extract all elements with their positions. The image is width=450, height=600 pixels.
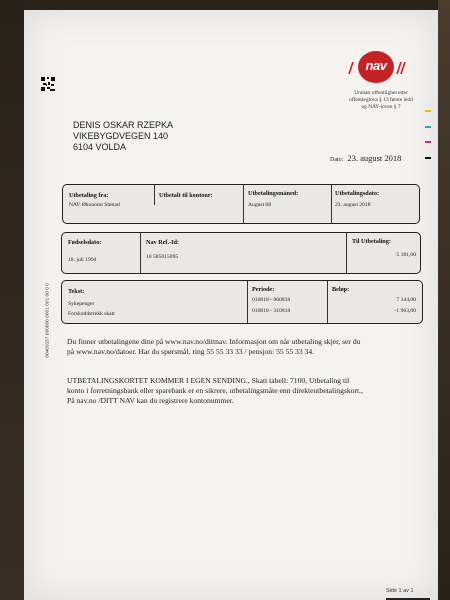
value-nav-ref-id: 10 585615095 xyxy=(146,254,179,260)
page-number: Side 1 av 1 xyxy=(386,588,414,594)
background-right xyxy=(438,0,450,600)
background-left xyxy=(0,0,24,600)
notice-line: Unntatt offentlighet etter xyxy=(354,90,408,96)
row-amount: -1 963,00 xyxy=(394,308,416,314)
paragraph-line: konto i forretningsbank eller sparebank er en sikrere, utbetalingsmåte enn direkteutbetalingskort., xyxy=(67,386,363,395)
recipient-street: VIKEBYGDVEGEN 140 xyxy=(73,131,169,141)
row-period: 010818 - 310818 xyxy=(252,308,291,314)
paragraph-line: på www.nav.no/datoer. Har du spørsmål, ring 55 55 33 33 / pensjon: 55 55 33 34. xyxy=(67,347,315,356)
nav-logo xyxy=(346,50,406,84)
label-nav-ref-id: Nav Ref.-Id: xyxy=(146,239,179,246)
notice-line: og NAV-loven § 7 xyxy=(361,104,401,110)
person-info-box xyxy=(61,232,421,274)
label-til-utbetaling: Til Utbetaling: xyxy=(352,238,391,245)
qr-code-icon xyxy=(41,77,55,91)
document-date xyxy=(330,148,401,166)
label-utbetaling-fra: Utbetaling fra: xyxy=(69,192,109,199)
notice-line: offentleglova § 13 første ledd xyxy=(349,97,413,103)
value-fodselsdato: 18. juli 1994 xyxy=(68,257,97,263)
header-belop: Beløp: xyxy=(332,286,350,293)
label-utbetalingsdato: Utbetalingsdato: xyxy=(335,190,380,197)
date-value: 23. august 2018 xyxy=(347,153,402,163)
row-amount: 7 144,00 xyxy=(396,297,416,303)
paragraph-line: UTBETALINGSKORTET KOMMER I EGEN SENDING., Skatt tabell: 7100, Utbetaling til xyxy=(67,376,350,385)
recipient-name: DENIS OSKAR RZEPKA xyxy=(73,120,174,130)
paragraph-line: Du finner utbetalingene dine på www.nav.no/dittnav. Informasjon om når utbetaling skjer, ser du xyxy=(67,337,361,346)
row-period: 010818 - 060818 xyxy=(252,297,291,303)
label-fodselsdato: Fødselsdato: xyxy=(68,239,102,246)
payment-info-box xyxy=(62,184,420,224)
calibration-mark-cyan xyxy=(425,126,431,128)
info-paragraph xyxy=(67,337,429,357)
row-text: Forskuddstrekk skatt xyxy=(68,311,115,317)
side-code: 00409157 000000 0001 001 00 0 0 xyxy=(44,282,50,358)
header-periode: Periode: xyxy=(252,286,275,293)
document-page xyxy=(24,10,438,600)
recipient-address xyxy=(73,120,173,153)
value-til-utbetaling: 5 181,00 xyxy=(396,252,416,258)
recipient-postal: 6104 VOLDA xyxy=(73,142,127,152)
notice-paragraph xyxy=(67,376,429,406)
calibration-mark-magenta xyxy=(425,141,431,143)
row-text: Sykepenger xyxy=(68,301,95,307)
nav-logo-text: nav xyxy=(365,58,387,73)
paragraph-line: På nav.no /DITT NAV kan du registrere kontonummer. xyxy=(67,396,234,405)
value-utbetalingsmaaned: August 08 xyxy=(248,202,272,208)
value-utbetalingsdato: 23. august 2018 xyxy=(335,202,371,208)
payment-detail-table xyxy=(61,280,423,324)
label-utbetalingsmaaned: Utbetalingsmåned: xyxy=(248,190,299,197)
header-tekst: Tekst: xyxy=(68,288,85,295)
value-utbetaling-fra: NAV Økonomi Stønad xyxy=(69,202,120,208)
calibration-mark-yellow xyxy=(425,110,431,112)
label-utbetalt-kontonr: Utbetalt til kontonr: xyxy=(159,192,213,199)
calibration-mark-black xyxy=(425,157,431,159)
confidentiality-notice xyxy=(340,90,422,111)
date-label: Dato: xyxy=(330,157,344,163)
